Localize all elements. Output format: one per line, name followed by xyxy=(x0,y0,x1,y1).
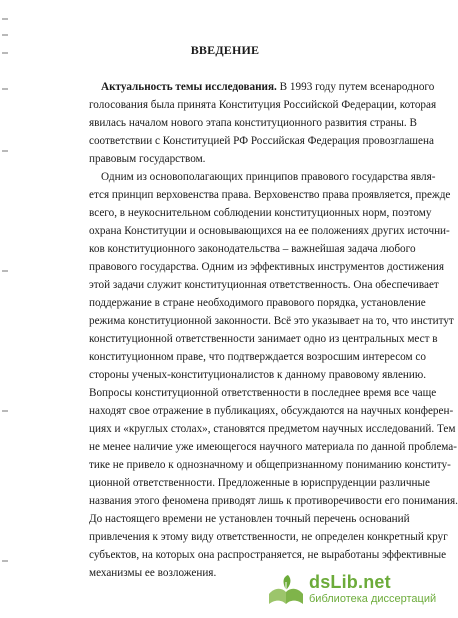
text-line-5: правовым государством. xyxy=(89,153,206,165)
text-line-10: ков конституционного законодательства – важнейшая задача любого xyxy=(89,243,416,255)
text-line-9: охрана Конституции и основывающихся на ее положениях других источни- xyxy=(89,225,450,237)
watermark-brand: dsLib.net xyxy=(309,572,391,592)
text-line-16: конституционном праве, что подтверждается возросшим интересом со xyxy=(89,351,426,363)
text-line-11: правового государства. Одним из эффективных инструментов достижения xyxy=(89,261,445,273)
document-title: ВВЕДЕНИЕ xyxy=(190,43,260,57)
text-line-20: циях и «круглых столах», становятся предметом научных исследований. Тем xyxy=(89,423,456,435)
text-line-3: явилась началом нового этапа конституционного развития страны. В xyxy=(89,117,417,129)
watermark-subtitle: библиотека диссертаций xyxy=(309,593,437,605)
text-line-14: режима конституционной законности. Всё это указывает на то, что институт xyxy=(89,315,454,327)
text-line-22: тике не привело к однозначному и общепризнанному пониманию конститу- xyxy=(89,459,451,471)
text-line-13: поддержание в стране необходимого правового порядка, установление xyxy=(89,297,426,309)
text-line-25: До настоящего времени не установлен точный перечень оснований xyxy=(89,513,410,525)
text-line-18: Вопросы конституционной ответственности в последнее время все чаще xyxy=(89,387,437,399)
text-line-12: этой задачи служит конституционная ответственность. Она обеспечивает xyxy=(89,279,439,291)
text-line-24: названия этого феномена приводят лишь к противоречивости его понимания. xyxy=(89,495,458,507)
text-line-26: привлечения к этому виду ответственности, не определен конкретный круг xyxy=(89,531,448,543)
text-line-7: ется принцип верховенства права. Верховенство права проявляется, прежде xyxy=(89,189,451,201)
text-line-23: ционной ответственности. Предложенные в юриспруденции различные xyxy=(89,477,431,489)
text-line-21: не менее наличие уже имеющегося научного материала по данной проблема- xyxy=(89,441,457,453)
lead-bold-phrase: Актуальность темы исследования. xyxy=(101,81,277,93)
text-line-27: субъектов, на которых она распространяется, не выработаны эффективные xyxy=(89,549,447,561)
scan-left-edge-marks xyxy=(2,0,12,618)
text-line-8: всего, в неукоснительном соблюдении конституционных норм, поэтому xyxy=(89,207,432,219)
watermark[interactable] xyxy=(266,572,437,608)
text-line-28: механизмы ее возложения. xyxy=(89,567,217,579)
text-line-15: конституционной ответственности занимает одно из центральных мест в xyxy=(89,333,438,345)
text-line-6: Одним из основополагающих принципов правового государства явля- xyxy=(101,171,436,183)
text-line-1 xyxy=(101,80,435,94)
dslib-logo-icon xyxy=(266,574,306,606)
text-line-19: находят свое отражение в публикациях, обсуждаются на научных конферен- xyxy=(89,405,454,417)
text-line-4: соответствии с Конституцией РФ Российская Федерация провозглашена xyxy=(89,135,434,147)
text-line-2: голосования была принята Конституция Российской Федерации, которая xyxy=(89,99,437,111)
text-line-1-rest: В 1993 году путем всенародного xyxy=(279,81,435,93)
text-line-17: стороны ученых-конституционалистов к данному правовому явлению. xyxy=(89,369,427,381)
